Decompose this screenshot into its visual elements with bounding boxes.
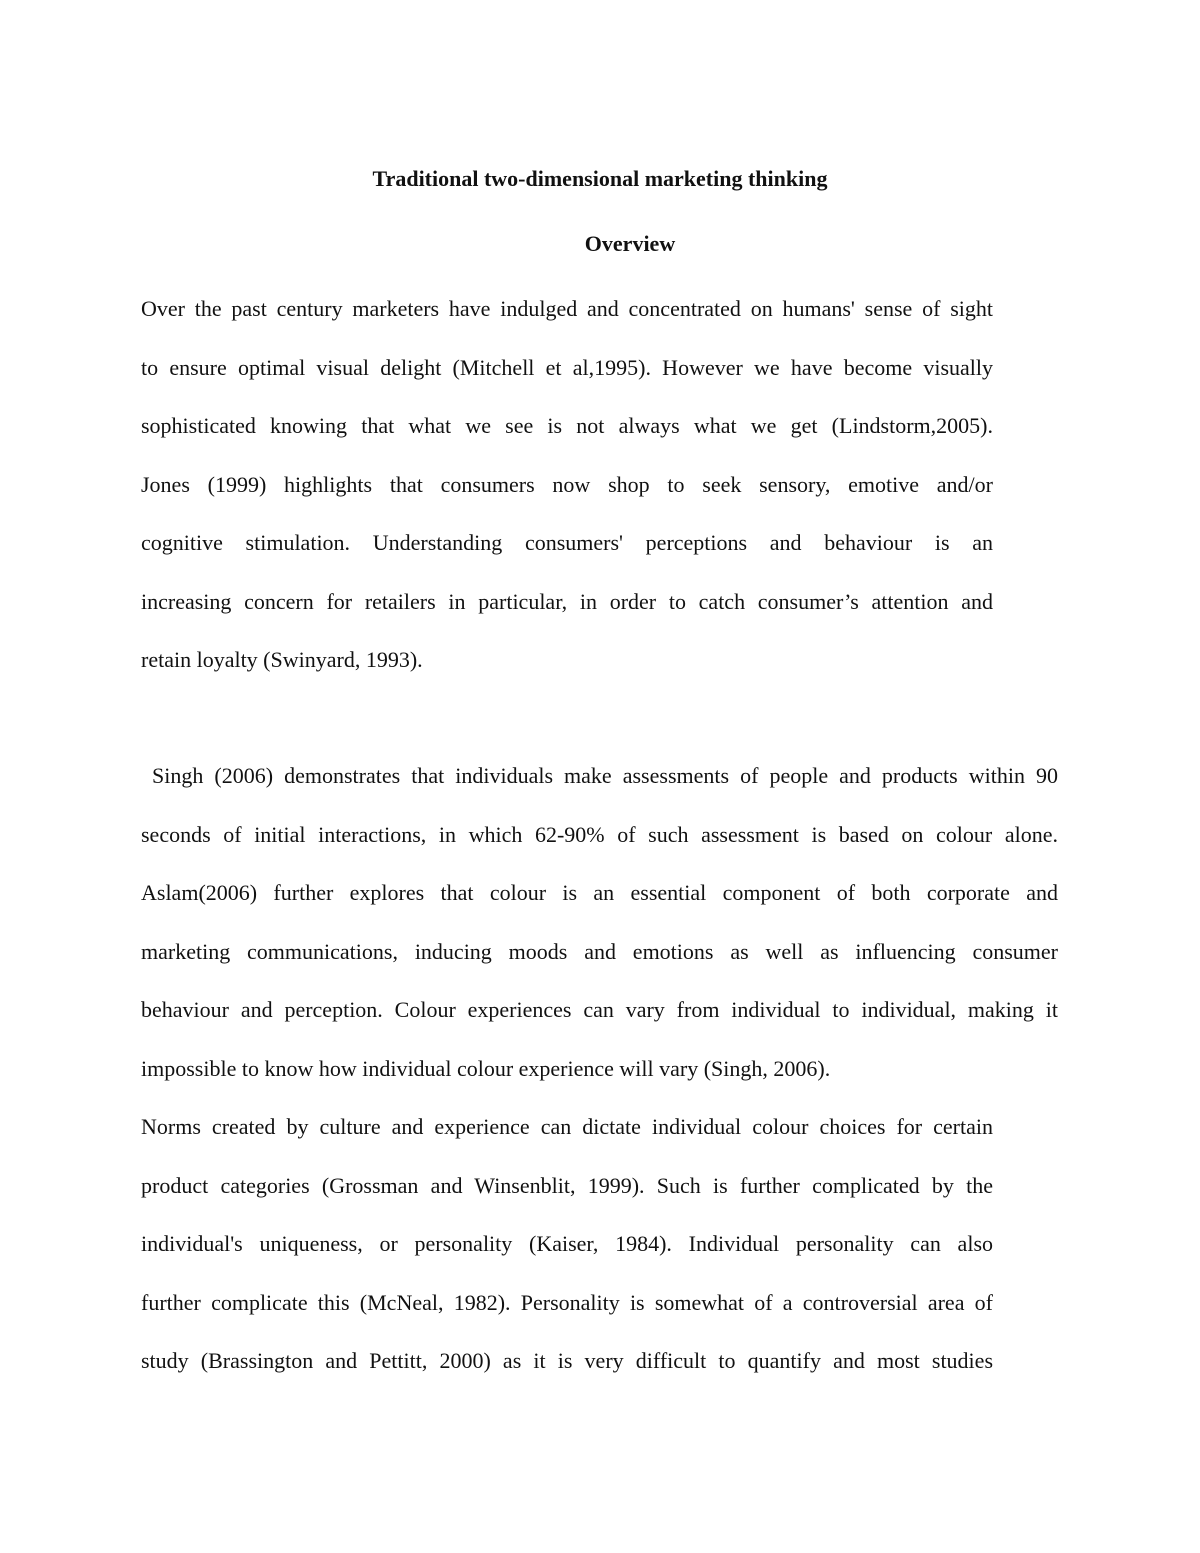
paragraph-line: marketing communications, inducing moods and emotions as well as influencing consumer xyxy=(141,938,1058,964)
paragraph-line: impossible to know how individual colour experience will vary (Singh, 2006). xyxy=(141,1055,831,1081)
paragraph-line: product categories (Grossman and Winsenblit, 1999). Such is further complicated by the xyxy=(141,1172,993,1198)
paragraph-line: retain loyalty (Swinyard, 1993). xyxy=(141,647,423,672)
paragraph-line: to ensure optimal visual delight (Mitchell et al,1995). However we have become visually xyxy=(141,354,993,380)
section-heading: Overview xyxy=(584,231,676,256)
paragraph-line: Norms created by culture and experience can dictate individual colour choices for certain xyxy=(141,1114,993,1139)
paragraph-line: increasing concern for retailers in particular, in order to catch consumer’s attention and xyxy=(141,588,993,614)
paragraph-line: individual's uniqueness, or personality (Kaiser, 1984). Individual personality can also xyxy=(141,1231,993,1256)
paragraph-1 xyxy=(141,280,993,690)
paragraph-line: cognitive stimulation. Understanding consumers' perceptions and behaviour is an xyxy=(141,530,993,555)
paragraph-3 xyxy=(141,1098,993,1391)
paragraph-line: Over the past century marketers have indulged and concentrated on humans' sense of sight xyxy=(141,296,993,321)
document-title: Traditional two-dimensional marketing thinking xyxy=(372,166,828,191)
paragraph-line: study (Brassington and Pettitt, 2000) as it is very difficult to quantify and most studies xyxy=(141,1348,993,1373)
paragraph-2 xyxy=(141,747,1058,1098)
paragraph-line: sophisticated knowing that what we see is not always what we get (Lindstorm,2005). xyxy=(141,413,993,438)
paragraph-line: seconds of initial interactions, in which 62-90% of such assessment is based on colour alone. xyxy=(141,821,1058,847)
paragraph-line: Jones (1999) highlights that consumers now shop to seek sensory, emotive and/or xyxy=(141,471,993,497)
paragraph-line: behaviour and perception. Colour experiences can vary from individual to individual, making it xyxy=(141,997,1058,1022)
paragraph-line: further complicate this (McNeal, 1982). Personality is somewhat of a controversial area of xyxy=(141,1289,993,1315)
paragraph-line: Singh (2006) demonstrates that individuals make assessments of people and products within 90 xyxy=(141,763,1058,788)
paragraph-line: Aslam(2006) further explores that colour is an essential component of both corporate and xyxy=(141,880,1058,905)
